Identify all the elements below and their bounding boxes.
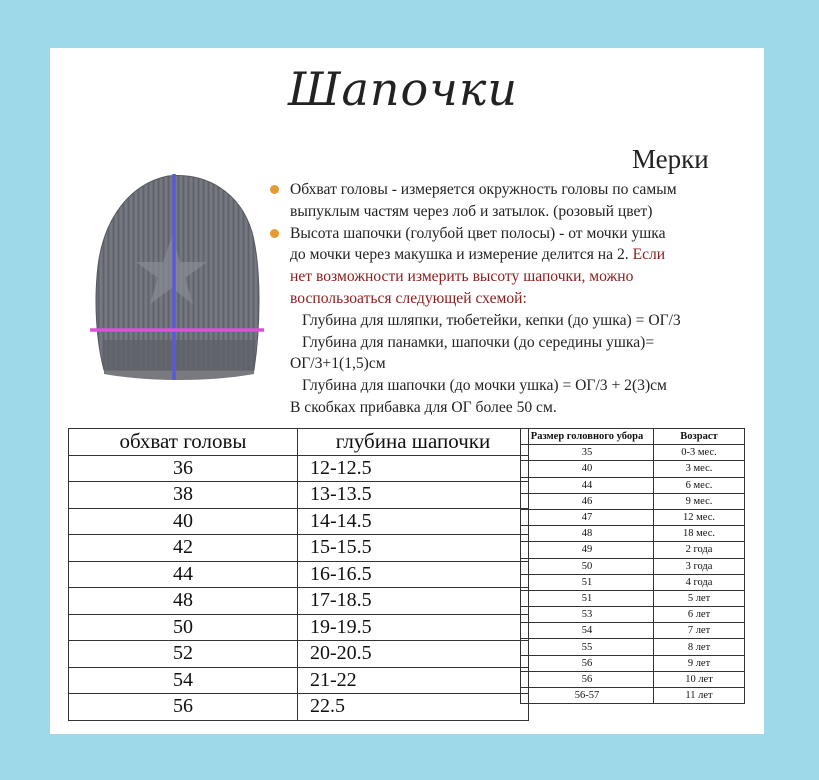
table-row: 56 9 лет [521,655,745,671]
rule-panama: Глубина для панамки, шапочки (до середины ушка)= [302,333,655,351]
table-row: 48 18 мес. [521,526,745,542]
header-depth: глубина шапочки [298,429,529,456]
bullet-dot-icon [270,185,279,194]
table-row: 56-57 11 лет [521,688,745,704]
table-row: 53 6 лет [521,607,745,623]
table-header-row [69,429,529,456]
depth-table [68,428,529,721]
logo: Шапочки [288,62,518,116]
table-row: 35 0-3 мес. [521,445,745,461]
table-row: 40 14-14.5 [69,508,529,535]
table-row: 51 4 года [521,574,745,590]
rule-panama-formula: ОГ/3+1(1,5)см [290,355,386,373]
document-sheet [50,48,764,734]
table-row: 49 2 года [521,542,745,558]
table-row: 54 7 лет [521,623,745,639]
table-row: 44 16-16.5 [69,561,529,588]
table-row: 50 3 года [521,558,745,574]
header-age: Возраст [654,429,745,445]
age-table [520,428,745,704]
rule-hat-cap: Глубина для шляпки, тюбетейки, кепки (до ушка) = ОГ/3 [302,311,681,329]
table-row: 56 22.5 [69,694,529,721]
bullet-circumference: Обхват головы - измеряется окружность головы по самым выпуклым частям через лоб и затылок. (розовый цвет) [268,179,738,223]
header-circumference: обхват головы [69,429,298,456]
table-row: 47 12 мес. [521,509,745,525]
table-row: 48 17-18.5 [69,588,529,615]
rule-beanie: Глубина для шапочки (до мочки ушка) = ОГ/3 + 2(3)см [302,377,667,395]
table-row: 56 10 лет [521,671,745,687]
instructions [268,179,738,419]
table-row: 55 8 лет [521,639,745,655]
table-row: 42 15-15.5 [69,535,529,562]
hat-illustration [90,170,266,382]
table-row: 54 21-22 [69,667,529,694]
table-row: 38 13-13.5 [69,482,529,509]
note: В скобках прибавка для ОГ более 50 см. [290,398,557,416]
table-row: 50 19-19.5 [69,614,529,641]
table-row: 46 9 мес. [521,493,745,509]
table-row: 40 3 мес. [521,461,745,477]
table-row: 52 20-20.5 [69,641,529,668]
table-row: 51 5 лет [521,590,745,606]
bullet-height: Высота шапочки (голубой цвет полосы) - от мочки ушка до мочки через макушка и измерение делится на 2. Если нет возможности измерить высоту шапочки, можно воспользоаться следующей схемой: [268,223,738,310]
hat-brim [104,340,256,380]
table-row: 36 12-12.5 [69,455,529,482]
table-row: 44 6 мес. [521,477,745,493]
table-header-row [521,429,745,445]
page-title: Мерки [632,144,709,174]
bullet-dot-icon [270,229,279,238]
header-size: Размер головного убора [521,429,654,445]
